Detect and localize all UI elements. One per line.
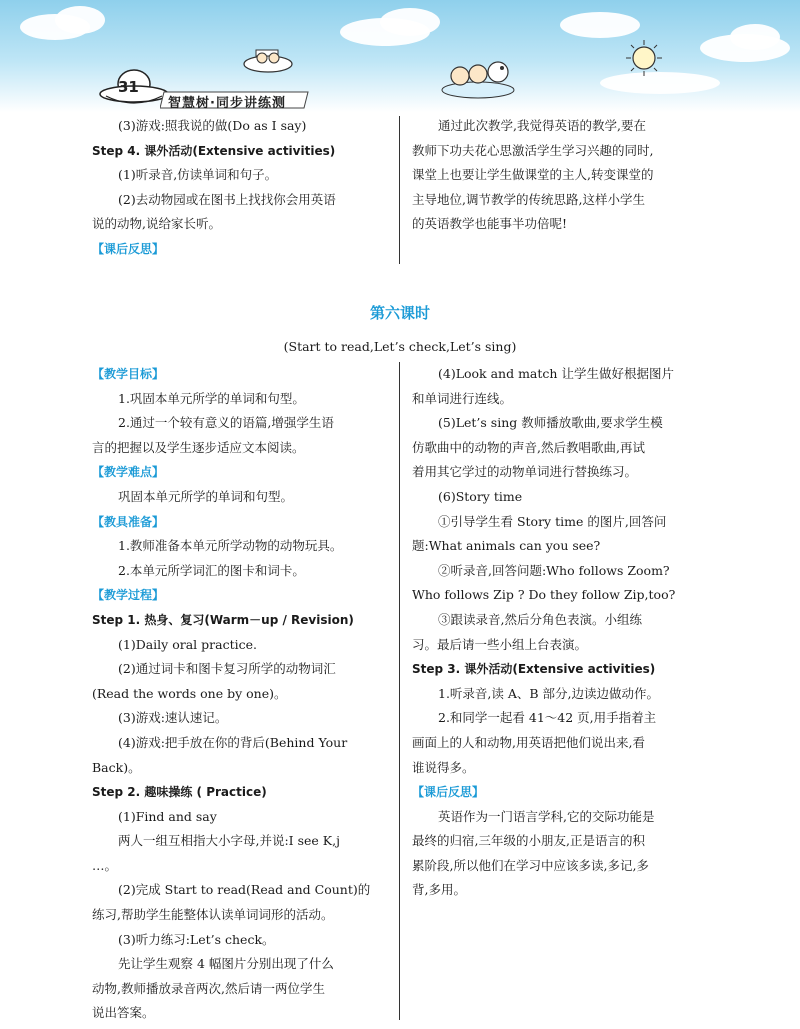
airplane-icon [238, 42, 298, 82]
text-line: (1)听录音,仿读单词和句子。 [118, 167, 278, 183]
text-line: 通过此次教学,我觉得英语的教学,要在 [438, 118, 646, 133]
right-column [412, 362, 712, 903]
text-line: 题:What animals can you see? [412, 538, 601, 554]
sun-icon [624, 38, 664, 78]
text-line: Back)。 [92, 759, 141, 775]
text-line: (2)通过词卡和图卡复习所学的动物词汇 [118, 661, 336, 677]
text-line: 2.和同学一起看 41～42 页,用手指着主 [438, 710, 657, 726]
text-line: (1)Find and say [118, 808, 217, 824]
step-heading: Step 3. 课外活动(Extensive activities) [412, 662, 656, 677]
text-line: 主导地位,调节教学的传统思路,这样小学生 [412, 191, 645, 207]
text-line: (2)完成 Start to read(Read and Count)的 [118, 882, 371, 898]
top-left-column [92, 114, 392, 262]
text-line: 2.通过一个较有意义的语篇,增强学生语 [118, 415, 334, 431]
section-tag: 【教学目标】 [92, 367, 165, 381]
text-line: 教师下功夫花心思激活学生学习兴趣的同时, [412, 142, 654, 158]
text-line: 仿歌曲中的动物的声音,然后教唱歌曲,再试 [412, 439, 645, 455]
text-line: (4)游戏:把手放在你的背后(Behind Your [118, 734, 348, 750]
text-line: 巩固本单元所学的单词和句型。 [118, 488, 294, 504]
column-divider [399, 116, 400, 264]
text-line: 的英语教学也能事半功倍呢! [412, 216, 568, 232]
step-heading: Step 2. 趣味操练 ( Practice) [92, 785, 267, 800]
text-line: (2)去动物园或在图书上找找你会用英语 [118, 191, 336, 207]
text-line: (Read the words one by one)。 [92, 685, 287, 701]
text-line: 1.教师准备本单元所学动物的动物玩具。 [118, 538, 343, 554]
top-right-column [412, 114, 712, 237]
text-line: (3)游戏:速认速记。 [118, 710, 228, 726]
section-tag: 【教学过程】 [92, 588, 165, 603]
text-line: 画面上的人和动物,用英语把他们说出来,看 [412, 734, 645, 750]
text-line: 先让学生观察 4 幅图片分别出现了什么 [118, 956, 334, 972]
text-line: 背,多用。 [412, 882, 466, 898]
text-line: (6)Story time [438, 488, 523, 504]
text-line: (5)Let’s sing 教师播放歌曲,要求学生模 [438, 415, 663, 431]
text-line: 着用其它学过的动物单词进行替换练习。 [412, 464, 638, 480]
lesson-subtitle: (Start to read,Let’s check,Let’s sing) [283, 339, 517, 354]
page-number: 31 [118, 78, 139, 96]
text-line: 两人一组互相指大小字母,并说:I see K,j [118, 833, 340, 849]
text-line: 练习,帮助学生能整体认读单词词形的活动。 [92, 907, 334, 923]
text-line: 课堂上也要让学生做课堂的主人,转变课堂的 [412, 167, 654, 183]
section-tag: 【课后反思】 [92, 241, 165, 256]
text-line: 1.巩固本单元所学的单词和句型。 [118, 390, 305, 406]
text-line: (1)Daily oral practice. [118, 636, 257, 652]
text-line: Who follows Zip ? Do they follow Zip,too? [412, 587, 676, 603]
text-line: 习。最后请一些小组上台表演。 [412, 636, 588, 652]
text-line: 英语作为一门语言学科,它的交际功能是 [438, 808, 655, 824]
cartoon-kids-icon [438, 56, 518, 100]
text-line: 最终的归宿,三年级的小朋友,正是语言的积 [412, 833, 645, 849]
text-line: 说的动物,说给家长听。 [92, 216, 221, 232]
left-column [92, 362, 392, 1026]
step-heading: Step 1. 热身、复习(Warm－up / Revision) [92, 612, 354, 627]
section-tag: 【教具准备】 [92, 514, 165, 529]
text-line: ③跟读录音,然后分角色表演。小组练 [438, 611, 642, 627]
lesson-title: 第六课时 [369, 304, 430, 322]
text-line: 累阶段,所以他们在学习中应该多读,多记,多 [412, 857, 649, 873]
text-line: 1.听录音,读 A、B 部分,边读边做动作。 [438, 685, 660, 701]
text-line: (3)游戏:照我说的做(Do as I say) [118, 118, 307, 133]
text-line: 说出答案。 [92, 1005, 155, 1021]
text-line: (4)Look and match 让学生做好根据图片 [438, 366, 674, 381]
section-tag: 【教学难点】 [92, 465, 165, 480]
text-line: 2.本单元所学词汇的图卡和词卡。 [118, 562, 305, 578]
text-line: 动物,教师播放录音两次,然后请一两位学生 [92, 980, 325, 996]
step-heading: Step 4. 课外活动(Extensive activities) [92, 143, 336, 158]
text-line: (3)听力练习:Let’s check。 [118, 931, 275, 947]
series-title: 智慧树·同步讲练测 [168, 96, 286, 111]
text-line: ①引导学生看 Story time 的图片,回答问 [438, 513, 667, 529]
column-divider [399, 362, 400, 1020]
text-line: 谁说得多。 [412, 759, 475, 775]
text-line: 和单词进行连线。 [412, 390, 513, 406]
text-line: …。 [92, 857, 118, 873]
page-header [0, 0, 800, 112]
section-tag: 【课后反思】 [412, 785, 485, 800]
text-line: ②听录音,回答问题:Who follows Zoom? [438, 562, 670, 578]
text-line: 言的把握以及学生逐步适应文本阅读。 [92, 439, 305, 455]
